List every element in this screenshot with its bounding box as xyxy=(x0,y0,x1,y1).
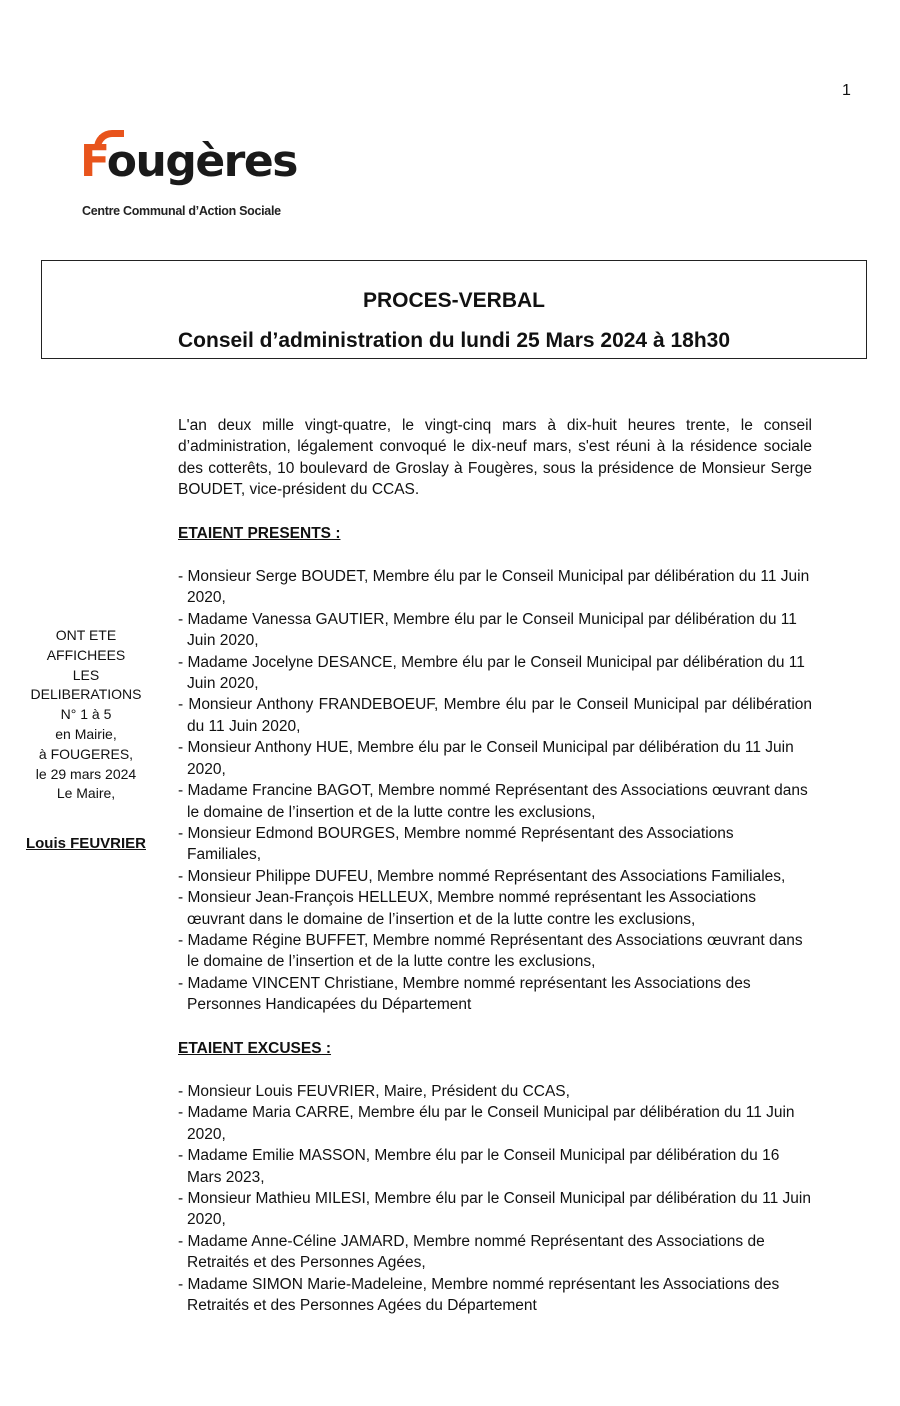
list-item: - Madame Vanessa GAUTIER, Membre élu par le Conseil Municipal par délibération du 11 Juin 2020, xyxy=(178,610,797,650)
document-body xyxy=(178,415,812,1338)
presents-heading-label: ETAIENT PRESENTS xyxy=(178,524,332,542)
list-item: - Madame Francine BAGOT, Membre nommé Représentant des Associations œuvrant dans le domaine de l’insertion et de la lutte contre les exclusions, xyxy=(178,782,808,821)
presents-heading xyxy=(178,523,812,544)
list-item: - Monsieur Jean-François HELLEUX, Membre nommé représentant les Associations œuvrant dans le domaine de l’insertion et de la lutte contre les exclusions, xyxy=(178,889,757,928)
list-item: - Monsieur Mathieu MILESI, Membre élu par le Conseil Municipal par délibération du 11 Juin 2020, xyxy=(178,1190,811,1229)
list-item: - Madame Régine BUFFET, Membre nommé Représentant des Associations œuvrant dans le domaine de l’insertion et de la lutte contre les exclusions, xyxy=(178,931,803,971)
list-item: - Monsieur Philippe DUFEU, Membre nommé Représentant des Associations Familiales, xyxy=(178,867,786,885)
logo-wordmark-initial: F xyxy=(80,136,107,187)
list-item: - Madame Maria CARRE, Membre élu par le Conseil Municipal par délibération du 11 Juin 2020, xyxy=(178,1104,795,1143)
document-subtitle: Conseil d’administration du lundi 25 Mars 2024 à 18h30 xyxy=(178,329,730,352)
list-item: - Madame Emilie MASSON, Membre élu par le Conseil Municipal par délibération du 16 Mars 2023, xyxy=(178,1147,780,1186)
logo-subtitle: Centre Communal d’Action Sociale xyxy=(82,204,281,218)
list-item: - Monsieur Anthony FRANDEBOEUF, Membre élu par le Conseil Municipal par délibération du 11 Juin 2020, xyxy=(178,696,812,735)
list-item: - Monsieur Anthony HUE, Membre élu par le Conseil Municipal par délibération du 11 Juin 2020, xyxy=(178,739,794,778)
page-number: 1 xyxy=(842,82,851,99)
margin-note xyxy=(16,626,156,854)
logo-wordmark-rest: ougères xyxy=(106,136,297,187)
margin-note-line: en Mairie, xyxy=(55,725,117,742)
excuses-heading xyxy=(178,1038,812,1059)
margin-note-line: N° 1 à 5 xyxy=(60,706,112,723)
list-item: - Madame SIMON Marie-Madeleine, Membre nommé représentant les Associations des Retraités et des Personnes Agées du Département xyxy=(178,1275,780,1315)
excuses-list xyxy=(178,1081,812,1316)
excuses-heading-colon: : xyxy=(321,1039,332,1057)
list-item: - Monsieur Serge BOUDET, Membre élu par le Conseil Municipal par délibération du 11 Juin 2020, xyxy=(178,568,810,607)
margin-note-line: le 29 mars 2024 xyxy=(35,765,137,782)
logo-wordmark xyxy=(80,136,297,187)
list-item: - Madame Jocelyne DESANCE, Membre élu par le Conseil Municipal par délibération du 11 Juin 2020, xyxy=(178,653,805,693)
intro-paragraph: L'an deux mille vingt-quatre, le vingt-cinq mars à dix-huit heures trente, le conseil d’administration, légalement convoqué le dix-neuf mars, s'est réuni à la résidence sociale des cotterêts, 10 boulevard de Groslay à Fougères, sous la présidence de Monsieur Serge BOUDET, vice-président du CCAS. xyxy=(178,417,812,499)
list-item: - Madame VINCENT Christiane, Membre nommé représentant les Associations des Personnes Handicapées du Département xyxy=(178,974,751,1014)
presents-list xyxy=(178,566,812,1016)
document-title: PROCES-VERBAL xyxy=(362,289,546,312)
list-item: - Madame Anne-Céline JAMARD, Membre nommé Représentant des Associations de Retraités et des Personnes Agées, xyxy=(178,1232,765,1272)
margin-note-line: LES DELIBERATIONS xyxy=(30,666,142,703)
margin-note-line: à FOUGERES, xyxy=(38,745,134,762)
title-box xyxy=(41,260,867,359)
list-item: - Monsieur Louis FEUVRIER, Maire, Président du CCAS, xyxy=(178,1082,570,1100)
excuses-heading-label: ETAIENT EXCUSES xyxy=(178,1039,322,1057)
list-item: - Monsieur Edmond BOURGES, Membre nommé Représentant des Associations Familiales, xyxy=(178,824,734,864)
margin-note-line: ONT ETE AFFICHEES xyxy=(46,627,126,663)
fougeres-ccas-logo xyxy=(80,128,310,223)
margin-note-line: Le Maire, xyxy=(56,785,116,802)
mayor-signature-name: Louis FEUVRIER xyxy=(25,835,146,853)
presents-heading-colon: : xyxy=(331,524,341,542)
